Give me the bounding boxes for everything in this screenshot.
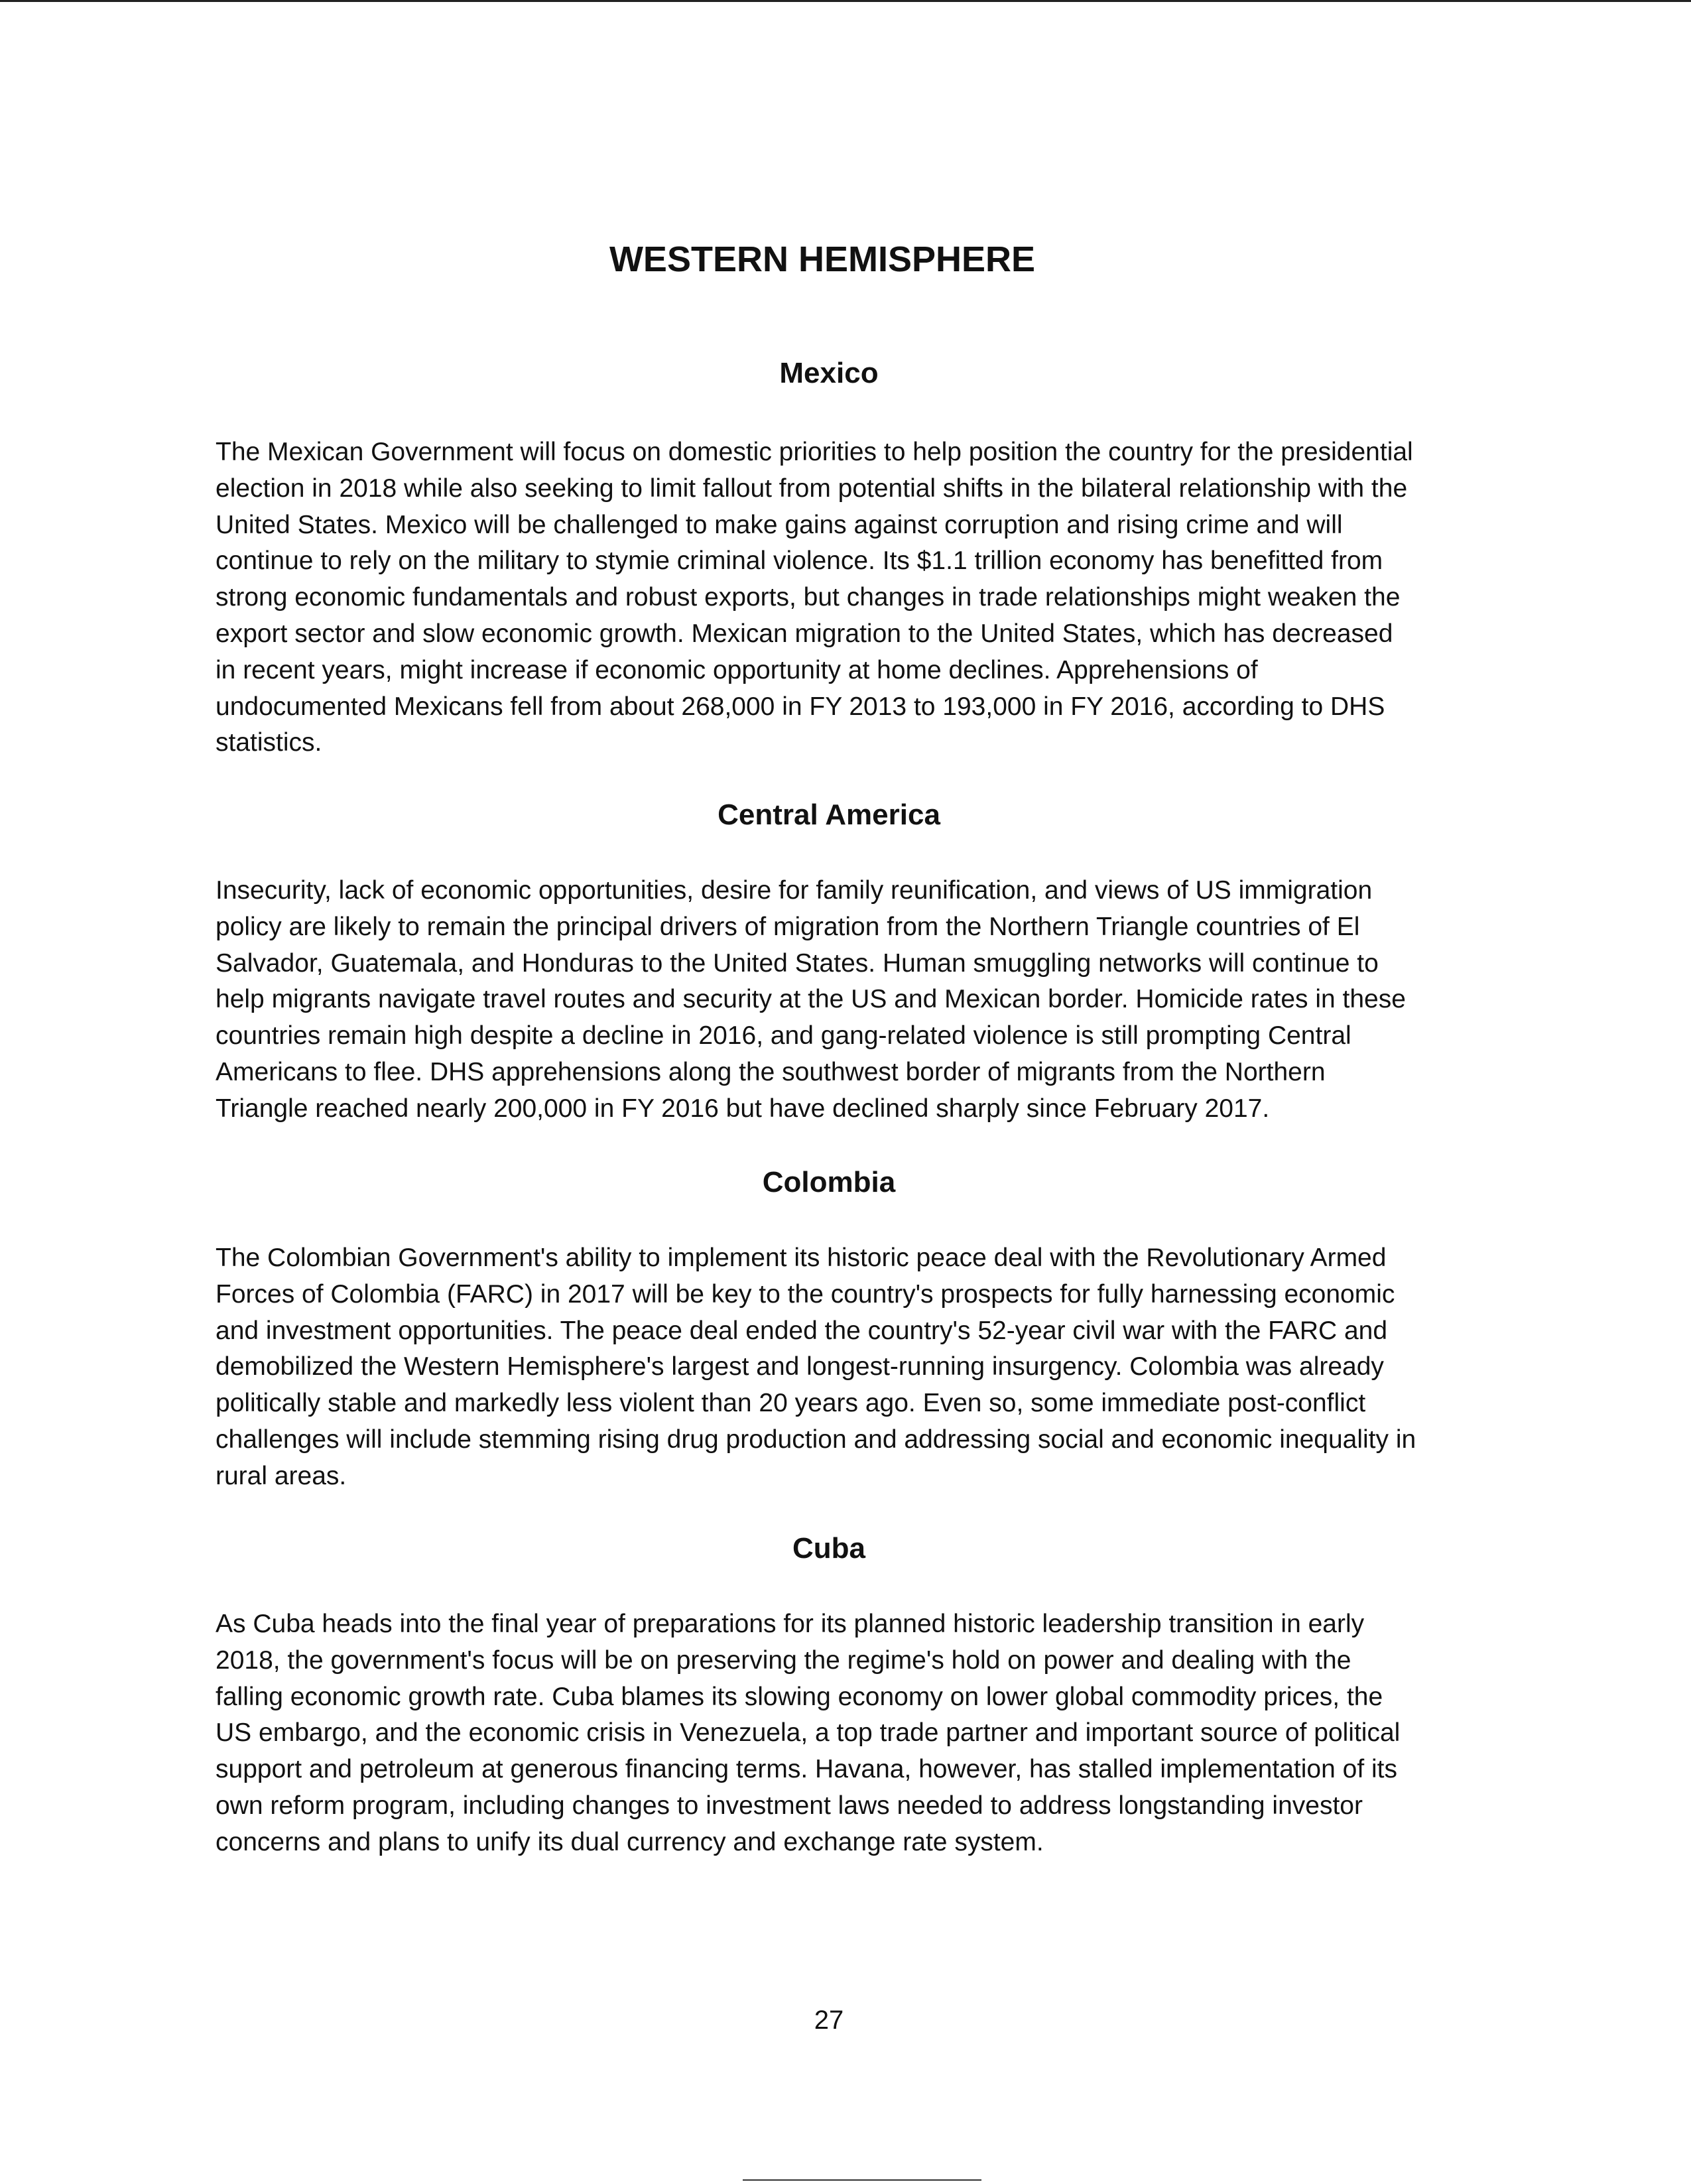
paragraph-line: countries remain high despite a decline in 2016, and gang-related violence is still prompting Central [216, 1021, 1351, 1051]
paragraph-line: United States. Mexico will be challenged to make gains against corruption and rising crime and will [216, 510, 1343, 539]
paragraph-line: demobilized the Western Hemisphere's largest and longest-running insurgency. Colombia was already [216, 1352, 1384, 1381]
paragraph-line: support and petroleum at generous financing terms. Havana, however, has stalled implementation of its [216, 1755, 1398, 1784]
paragraph-line: strong economic fundamentals and robust exports, but changes in trade relationships might weaken the [216, 583, 1401, 612]
section-paragraph [216, 1240, 1416, 1495]
paragraph-line: continue to rely on the military to stymie criminal violence. Its $1.1 trillion economy has benefitted from [216, 546, 1383, 576]
bottom-scan-edge [743, 2179, 981, 2181]
paragraph-line: statistics. [216, 728, 322, 757]
paragraph-line: own reform program, including changes to investment laws needed to address longstanding investor [216, 1791, 1363, 1820]
paragraph-line: challenges will include stemming rising drug production and addressing social and economic inequality in [216, 1425, 1416, 1454]
page-title: WESTERN HEMISPHERE [609, 239, 1036, 279]
paragraph-line: election in 2018 while also seeking to limit fallout from potential shifts in the bilateral relationship with the [216, 474, 1408, 503]
paragraph-line: politically stable and markedly less violent than 20 years ago. Even so, some immediate post-conflict [216, 1389, 1366, 1418]
paragraph-line: rural areas. [216, 1461, 347, 1490]
section-paragraph [216, 434, 1413, 761]
paragraph-line: The Colombian Government's ability to implement its historic peace deal with the Revolutionary Armed [216, 1244, 1387, 1272]
paragraph-line: and investment opportunities. The peace deal ended the country's 52-year civil war with the FARC and [216, 1316, 1388, 1345]
paragraph-line: 2018, the government's focus will be on preserving the regime's hold on power and dealing with the [216, 1645, 1351, 1675]
paragraph-line: export sector and slow economic growth. Mexican migration to the United States, which has decreased [216, 619, 1393, 648]
paragraph-line: concerns and plans to unify its dual currency and exchange rate system. [216, 1827, 1044, 1856]
paragraph-line: falling economic growth rate. Cuba blames its slowing economy on lower global commodity prices, the [216, 1682, 1383, 1711]
section-paragraph [216, 873, 1406, 1127]
paragraph-line: US embargo, and the economic crisis in Venezuela, a top trade partner and important source of political [216, 1718, 1401, 1748]
paragraph-line: Americans to flee. DHS apprehensions along the southwest border of migrants from the Northern [216, 1057, 1326, 1086]
paragraph-line: As Cuba heads into the final year of preparations for its planned historic leadership transition in early [216, 1610, 1365, 1638]
paragraph-line: in recent years, might increase if economic opportunity at home declines. Apprehensions of [216, 655, 1258, 684]
paragraph-line: Insecurity, lack of economic opportunities, desire for family reunification, and views of US immigration [216, 876, 1373, 905]
paragraph-line: Salvador, Guatemala, and Honduras to the United States. Human smuggling networks will continue to [216, 948, 1379, 978]
section-heading-central-america: Central America [718, 799, 940, 831]
top-scan-edge [0, 0, 1691, 2]
paragraph-line: undocumented Mexicans fell from about 268,000 in FY 2013 to 193,000 in FY 2016, according to DHS [216, 692, 1385, 721]
section-paragraph [216, 1606, 1400, 1861]
paragraph-line: The Mexican Government will focus on domestic priorities to help position the country for the presidential [216, 438, 1413, 466]
paragraph-line: Triangle reached nearly 200,000 in FY 2016 but have declined sharply since February 2017. [216, 1094, 1270, 1123]
page-number: 27 [814, 2006, 844, 2035]
paragraph-line: Forces of Colombia (FARC) in 2017 will be key to the country's prospects for fully harnessing economic [216, 1279, 1395, 1309]
paragraph-line: help migrants navigate travel routes and security at the US and Mexican border. Homicide rates in these [216, 985, 1406, 1014]
section-heading-cuba: Cuba [792, 1532, 865, 1565]
section-heading-colombia: Colombia [762, 1166, 896, 1198]
paragraph-line: policy are likely to remain the principal drivers of migration from the Northern Triangle countries of El [216, 912, 1360, 941]
section-heading-mexico: Mexico [779, 357, 879, 389]
